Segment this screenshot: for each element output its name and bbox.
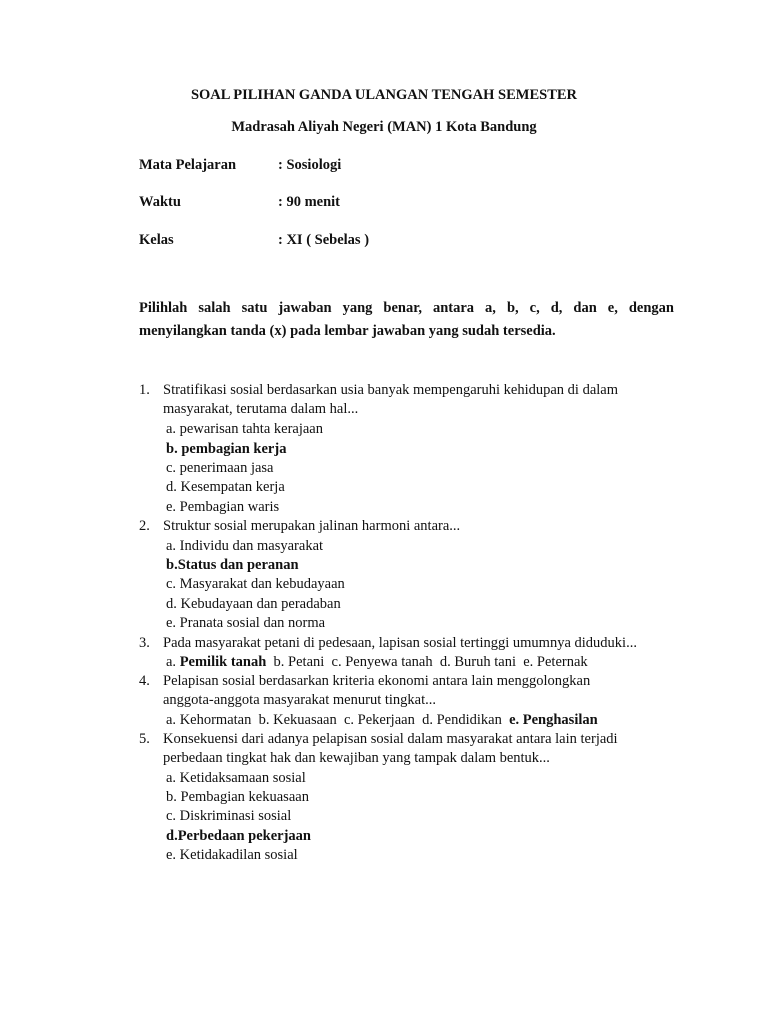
option-d: Pendidikan — [436, 712, 502, 728]
instruction-line-1: Pilihlah salah satu jawaban yang benar, antara a, b, c, d, dan e, dengan — [139, 300, 674, 316]
option-e-answer: Penghasilan — [522, 712, 598, 728]
option-e: e. Pembagian waris — [166, 499, 280, 515]
question-text: masyarakat, terutama dalam hal... — [163, 401, 359, 417]
option-e: Peternak — [536, 654, 588, 670]
option-c: Penyewa tanah — [345, 654, 433, 670]
meta-label-subject: Mata Pelajaran — [139, 157, 237, 173]
option-a-answer: Pemilik tanah — [179, 654, 267, 670]
option-d: d. Kesempatan kerja — [166, 479, 285, 495]
option-c: c. penerimaan jasa — [166, 460, 274, 476]
option-b: b. Pembagian kekuasaan — [166, 789, 309, 805]
instructions — [139, 297, 674, 343]
option-a-prefix: a. — [166, 712, 180, 728]
question-number: 2. — [139, 518, 150, 534]
option-a-prefix: a. — [166, 654, 180, 670]
option-c: c. Diskriminasi sosial — [166, 808, 292, 824]
question-number: 4. — [139, 673, 150, 689]
meta-label-class: Kelas — [139, 232, 174, 248]
inline-options — [166, 711, 598, 731]
question-number: 5. — [139, 731, 150, 747]
option-c: c. Masyarakat dan kebudayaan — [166, 576, 345, 592]
meta-value-subject: : Sosiologi — [278, 157, 342, 173]
question-number: 1. — [139, 382, 150, 398]
option-e-prefix: e. — [509, 712, 523, 728]
option-e-prefix: e. — [523, 654, 537, 670]
option-d-answer: d.Perbedaan pekerjaan — [166, 828, 311, 844]
school-name: Madrasah Aliyah Negeri (MAN) 1 Kota Bandung — [231, 119, 537, 135]
option-a: Kehormatan — [179, 712, 252, 728]
option-b-prefix: b. — [273, 654, 289, 670]
option-a: a. Ketidaksamaan sosial — [166, 770, 306, 786]
question-number: 3. — [139, 635, 150, 651]
question-text: Pada masyarakat petani di pedesaan, lapisan sosial tertinggi umumnya diduduki... — [163, 635, 637, 651]
option-d-prefix: d. — [422, 712, 437, 728]
option-b-prefix: b. — [258, 712, 274, 728]
question-text: Stratifikasi sosial berdasarkan usia banyak mempengaruhi kehidupan di dalam — [163, 382, 619, 398]
option-b-answer: b. pembagian kerja — [166, 441, 287, 457]
instruction-line-2: menyilangkan tanda (x) pada lembar jawaban yang sudah tersedia. — [139, 323, 556, 339]
question-text: Struktur sosial merupakan jalinan harmoni antara... — [163, 518, 461, 534]
option-e: e. Pranata sosial dan norma — [166, 615, 326, 631]
question-text: Konsekuensi dari adanya pelapisan sosial dalam masyarakat antara lain terjadi — [163, 731, 618, 747]
option-a: a. Individu dan masyarakat — [166, 538, 324, 554]
option-c-prefix: c. — [343, 712, 358, 728]
meta-value-class: : XI ( Sebelas ) — [278, 232, 370, 248]
option-c: Pekerjaan — [357, 712, 415, 728]
question-text: anggota-anggota masyarakat menurut tingkat... — [163, 692, 436, 708]
option-d: d. Kebudayaan dan peradaban — [166, 596, 341, 612]
option-e: e. Ketidakadilan sosial — [166, 847, 298, 863]
option-c-prefix: c. — [331, 654, 346, 670]
inline-options — [166, 653, 588, 673]
question-text: Pelapisan sosial berdasarkan kriteria ekonomi antara lain menggolongkan — [163, 673, 591, 689]
option-b-answer: b.Status dan peranan — [166, 557, 299, 573]
option-b: Petani — [288, 654, 325, 670]
meta-label-time: Waktu — [139, 194, 181, 210]
question-text: perbedaan tingkat hak dan kewajiban yang tampak dalam bentuk... — [163, 750, 550, 766]
option-d: Buruh tani — [454, 654, 516, 670]
option-a: a. pewarisan tahta kerajaan — [166, 421, 323, 437]
option-b: Kekuasaan — [273, 712, 337, 728]
page-title: SOAL PILIHAN GANDA ULANGAN TENGAH SEMESTER — [190, 87, 578, 103]
meta-value-time: : 90 menit — [278, 194, 341, 210]
option-d-prefix: d. — [439, 654, 455, 670]
